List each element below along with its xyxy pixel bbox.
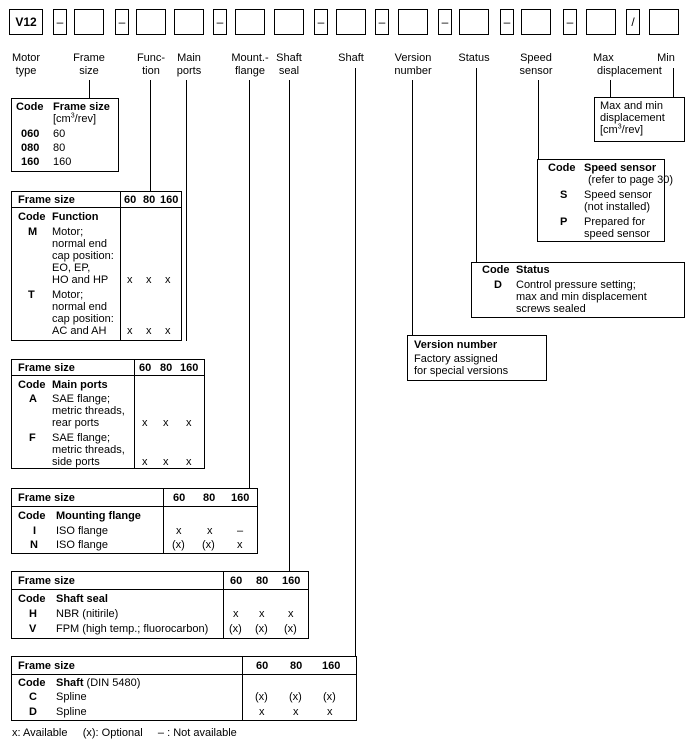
- shaft-seal-desc: FPM (high temp.; fluorocarbon): [56, 623, 209, 635]
- frame-size-unit: $[cm^3/rev]$: [53, 112, 97, 125]
- separator-slash: /: [626, 9, 640, 35]
- main-ports-desc: metric threads,: [52, 444, 125, 456]
- connector-main-ports: [186, 80, 187, 341]
- function-code: T: [28, 289, 35, 301]
- speed-sensor-code-header: Code: [548, 162, 576, 174]
- mounting-flange-table-col-divider: [163, 488, 164, 554]
- function-desc: Motor;: [52, 226, 84, 238]
- function-desc: cap position:: [52, 250, 114, 262]
- label-speed-sensor: Speed sensor: [519, 52, 553, 77]
- function-desc: normal end: [52, 301, 108, 313]
- function-size: 60: [124, 194, 137, 206]
- frame-size-box[interactable]: [74, 9, 104, 35]
- shaft-seal-mark: x: [259, 608, 265, 620]
- status-desc: Control pressure setting;: [516, 279, 636, 291]
- mounting-flange-code: N: [30, 539, 38, 551]
- label-function: Func- tion: [136, 52, 166, 77]
- function-size: 80: [143, 194, 156, 206]
- connector-shaft: [355, 68, 356, 656]
- status-code: D: [494, 279, 502, 291]
- version-number-box[interactable]: [398, 9, 428, 35]
- availability-legend: x: Available (x): Optional – : Not available: [12, 727, 237, 739]
- shaft-seal-size: 60: [230, 575, 243, 587]
- shaft-seal-code: H: [29, 608, 37, 620]
- shaft-frame-header: Frame size: [18, 660, 75, 672]
- label-min: Min: [657, 52, 675, 64]
- function-table-divider: [11, 207, 182, 208]
- function-code: M: [28, 226, 38, 238]
- main-ports-frame-header: Frame size: [18, 362, 75, 374]
- shaft-size: 160: [322, 660, 341, 672]
- model-code-v12: V12: [9, 9, 43, 35]
- function-code-header: Code: [18, 211, 46, 223]
- label-version-number: Version number: [394, 52, 432, 77]
- mounting-flange-code: I: [33, 525, 37, 537]
- shaft-seal-mark: x: [288, 608, 294, 620]
- connector-mount-flange: [249, 80, 250, 488]
- speed-sensor-note: (refer to page 30): [588, 174, 673, 186]
- frame-size-code: 160: [21, 156, 40, 168]
- shaft-mark: x: [327, 706, 333, 718]
- function-box[interactable]: [136, 9, 166, 35]
- main-ports-size: 60: [139, 362, 152, 374]
- main-ports-mark: x: [163, 417, 169, 429]
- function-mark: x: [127, 274, 133, 286]
- shaft-seal-table-divider: [11, 589, 309, 590]
- function-mark: x: [127, 325, 133, 337]
- shaft-size: 80: [290, 660, 303, 672]
- shaft-seal-size: 80: [256, 575, 269, 587]
- shaft-code-header: Code: [18, 677, 46, 689]
- main-ports-mark: x: [186, 417, 192, 429]
- version-desc: for special versions: [414, 365, 509, 377]
- function-title: Function: [52, 211, 99, 223]
- label-max-displacement: Max displacement: [593, 52, 662, 77]
- function-mark: x: [165, 325, 171, 337]
- function-size: 160: [160, 194, 179, 206]
- status-title: Status: [516, 264, 550, 276]
- main-ports-title: Main ports: [52, 379, 108, 391]
- status-box[interactable]: [459, 9, 489, 35]
- status-desc: max and min displacement: [516, 291, 647, 303]
- mounting-flange-desc: ISO flange: [56, 525, 108, 537]
- label-frame-size: Frame size: [73, 52, 105, 77]
- connector-shaft-seal: [289, 80, 290, 571]
- function-table-col-divider: [120, 191, 121, 341]
- shaft-table-col-divider: [242, 656, 243, 721]
- shaft-title: Shaft (DIN 5480): [56, 677, 141, 689]
- speed-sensor-title: Speed sensor: [584, 162, 657, 174]
- status-desc: screws sealed: [516, 303, 586, 315]
- separator-dash: –: [438, 9, 452, 35]
- main-ports-table-col-divider: [134, 359, 135, 469]
- mounting-flange-size: 160: [231, 492, 250, 504]
- main-ports-desc: rear ports: [52, 417, 100, 429]
- main-ports-desc: SAE flange;: [52, 393, 111, 405]
- mounting-flange-desc: ISO flange: [56, 539, 108, 551]
- shaft-mark: x: [293, 706, 299, 718]
- shaft-mark: x: [259, 706, 265, 718]
- shaft-mark: (x): [323, 691, 336, 703]
- main-ports-code: A: [29, 393, 37, 405]
- function-desc: AC and AH: [52, 325, 107, 337]
- function-desc: HO and HP: [52, 274, 109, 286]
- function-frame-header: Frame size: [18, 194, 75, 206]
- shaft-seal-size: 160: [282, 575, 301, 587]
- connector-min: [673, 68, 674, 97]
- mounting-flange-mark: x: [176, 525, 182, 537]
- connector-speed-sensor: [538, 80, 539, 159]
- shaft-code: C: [29, 691, 37, 703]
- mounting-flange-mark: (x): [202, 539, 215, 551]
- main-ports-table-divider: [11, 375, 205, 376]
- mounting-flange-frame-header: Frame size: [18, 492, 75, 504]
- mounting-flange-mark: (x): [172, 539, 185, 551]
- shaft-seal-box[interactable]: [274, 9, 304, 35]
- connector-version: [412, 80, 413, 335]
- shaft-seal-mark: (x): [284, 623, 297, 635]
- connector-max: [610, 80, 611, 97]
- label-motor-type: Motor type: [11, 52, 41, 77]
- main-ports-desc: SAE flange;: [52, 432, 111, 444]
- speed-sensor-box[interactable]: [521, 9, 551, 35]
- shaft-seal-desc: NBR (nitirile): [56, 608, 119, 620]
- separator-dash: –: [53, 9, 67, 35]
- label-mount-flange: Mount.- flange: [231, 52, 269, 77]
- connector-function: [150, 80, 151, 191]
- main-ports-code: F: [29, 432, 36, 444]
- shaft-desc: Spline: [56, 691, 87, 703]
- label-status: Status: [458, 52, 490, 64]
- mounting-flange-mark: x: [237, 539, 243, 551]
- speed-sensor-desc: (not installed): [584, 201, 651, 213]
- shaft-seal-code-header: Code: [18, 593, 46, 605]
- shaft-table-divider: [11, 674, 357, 675]
- label-main-ports: Main ports: [176, 52, 202, 77]
- main-ports-mark: x: [186, 456, 192, 468]
- frame-size-value: 160: [53, 156, 72, 168]
- shaft-mark: (x): [255, 691, 268, 703]
- separator-dash: –: [314, 9, 328, 35]
- main-ports-desc: metric threads,: [52, 405, 125, 417]
- shaft-desc: Spline: [56, 706, 87, 718]
- main-ports-size: 80: [160, 362, 173, 374]
- shaft-seal-title: Shaft seal: [56, 593, 108, 605]
- separator-dash: –: [500, 9, 514, 35]
- main-ports-mark: x: [142, 456, 148, 468]
- displacement-unit: $[cm^3/rev]$: [600, 123, 644, 136]
- function-desc: cap position:: [52, 313, 114, 325]
- version-desc: Factory assigned: [414, 353, 498, 365]
- separator-dash: –: [115, 9, 129, 35]
- function-mark: x: [165, 274, 171, 286]
- shaft-seal-table-col-divider: [223, 571, 224, 639]
- shaft-size: 60: [256, 660, 269, 672]
- max-displacement-box[interactable]: [586, 9, 616, 35]
- displacement-line: Max and min: [600, 100, 663, 112]
- frame-size-title: Frame size: [53, 101, 110, 113]
- shaft-mark: (x): [289, 691, 302, 703]
- speed-sensor-desc: Speed sensor: [584, 189, 652, 201]
- mounting-flange-size: 80: [203, 492, 216, 504]
- function-desc: Motor;: [52, 289, 84, 301]
- shaft-seal-mark: (x): [255, 623, 268, 635]
- status-code-header: Code: [482, 264, 510, 276]
- frame-size-code: 080: [21, 142, 40, 154]
- shaft-seal-mark: (x): [229, 623, 242, 635]
- mounting-flange-title: Mounting flange: [56, 510, 141, 522]
- connector-status: [476, 68, 477, 262]
- speed-sensor-code: P: [560, 216, 568, 228]
- function-mark: x: [146, 274, 152, 286]
- label-shaft-seal: Shaft seal: [276, 52, 302, 77]
- mounting-flange-mark: x: [207, 525, 213, 537]
- speed-sensor-desc: Prepared for: [584, 216, 646, 228]
- function-mark: x: [146, 325, 152, 337]
- displacement-line: displacement: [600, 112, 665, 124]
- separator-dash: –: [213, 9, 227, 35]
- separator-dash: –: [375, 9, 389, 35]
- mounting-flange-size: 60: [173, 492, 186, 504]
- function-desc: EO, EP,: [52, 262, 91, 274]
- shaft-code: D: [29, 706, 37, 718]
- separator-dash: –: [563, 9, 577, 35]
- frame-size-code: 060: [21, 128, 40, 140]
- mounting-flange-table-divider: [11, 506, 258, 507]
- function-desc: normal end: [52, 238, 108, 250]
- frame-size-value: 60: [53, 128, 66, 140]
- main-ports-mark: x: [163, 456, 169, 468]
- main-ports-desc: side ports: [52, 456, 100, 468]
- version-title: Version number: [414, 339, 498, 351]
- min-displacement-box[interactable]: [649, 9, 679, 35]
- main-ports-mark: x: [142, 417, 148, 429]
- connector-frame-size: [89, 80, 90, 99]
- shaft-seal-code: V: [29, 623, 37, 635]
- mounting-flange-code-header: Code: [18, 510, 46, 522]
- label-shaft: Shaft: [338, 52, 364, 64]
- mount-flange-box[interactable]: [235, 9, 265, 35]
- frame-size-value: 80: [53, 142, 66, 154]
- main-ports-box[interactable]: [174, 9, 204, 35]
- shaft-seal-mark: x: [233, 608, 239, 620]
- main-ports-code-header: Code: [18, 379, 46, 391]
- main-ports-size: 160: [180, 362, 199, 374]
- speed-sensor-code: S: [560, 189, 568, 201]
- frame-size-code-header: Code: [16, 101, 44, 113]
- mounting-flange-mark: –: [237, 525, 244, 537]
- shaft-box[interactable]: [336, 9, 366, 35]
- shaft-seal-frame-header: Frame size: [18, 575, 75, 587]
- speed-sensor-desc: speed sensor: [584, 228, 651, 240]
